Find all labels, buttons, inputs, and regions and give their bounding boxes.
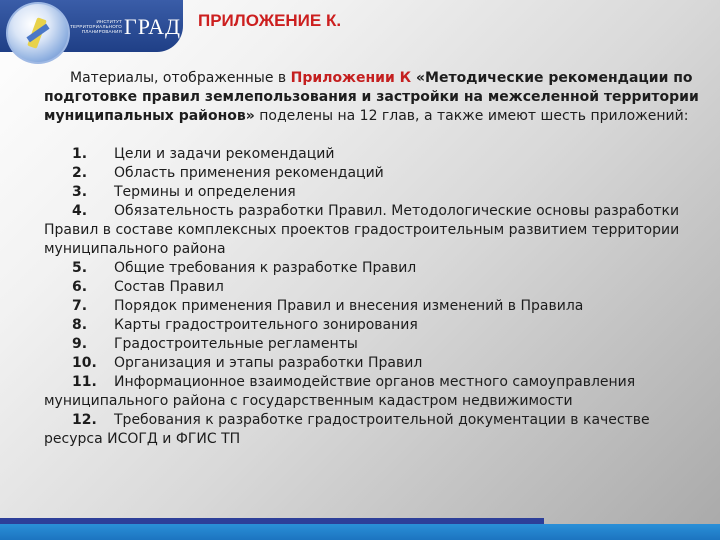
list-item-text: Организация и этапы разработки Правил — [114, 355, 423, 371]
list-item-text: Требования к разработке градостроительной документации в качестве ресурса ИСОГД и ФГИС ТП — [44, 412, 650, 447]
list-item — [44, 183, 712, 202]
list-item-text: Термины и определения — [114, 184, 296, 200]
list-item-text: Обязательность разработки Правил. Методологические основы разработки Правил в составе комплексных проектов градостроительным развитием территории муниципального района — [44, 203, 680, 257]
brand-name: ГРАД — [124, 14, 182, 39]
list-item — [44, 411, 712, 449]
list-item-number: 12. — [72, 412, 97, 428]
list-item-text: Область применения рекомендаций — [114, 165, 384, 181]
list-item — [44, 297, 712, 316]
list-item-number: 5. — [72, 260, 88, 276]
list-item-number: 3. — [72, 184, 88, 200]
list-item — [44, 373, 712, 411]
main-content — [44, 69, 712, 449]
list-item — [44, 259, 712, 278]
list-item-text: Цели и задачи рекомендаций — [114, 146, 335, 162]
list-item-text: Порядок применения Правил и внесения изменений в Правила — [114, 298, 584, 314]
list-item-number: 6. — [72, 279, 88, 295]
intro-text-2: поделены на 12 глав, а также имеют шесть приложений: — [254, 108, 689, 124]
list-item-text: Информационное взаимодействие органов местного самоуправления муниципального района с государственным кадастром недвижимости — [44, 374, 636, 409]
list-item-text: Градостроительные регламенты — [114, 336, 358, 352]
intro-text-1: Материалы, отображенные в — [70, 70, 291, 86]
list-item — [44, 316, 712, 335]
intro-paragraph — [44, 69, 712, 126]
list-item-number: 8. — [72, 317, 88, 333]
page-title: ПРИЛОЖЕНИЕ К. — [198, 11, 342, 30]
list-item-number: 1. — [72, 146, 88, 162]
intro-appendix-ref: Приложении К — [290, 70, 412, 86]
list-item-number: 4. — [72, 203, 88, 219]
list-item — [44, 335, 712, 354]
list-item — [44, 202, 712, 259]
list-item — [44, 278, 712, 297]
intro-document-title: «Методические рекомендации по подготовке правил землепользования и застройки на межселенной территории муниципальных районов» — [44, 70, 699, 124]
list-item — [44, 164, 712, 183]
list-item — [44, 145, 712, 164]
header-logo-band — [0, 0, 183, 52]
institute-name: ИНСТИТУТ ТЕРРИТОРИАЛЬНОГО ПЛАНИРОВАНИЯ — [70, 19, 122, 34]
list-item-text: Общие требования к разработке Правил — [114, 260, 417, 276]
list-item-number: 2. — [72, 165, 88, 181]
footer-bar-light — [0, 524, 720, 540]
list-item — [44, 354, 712, 373]
list-item-number: 10. — [72, 355, 97, 371]
institute-logo-icon — [6, 2, 70, 64]
list-item-text: Состав Правил — [114, 279, 224, 295]
list-item-number: 11. — [72, 374, 97, 390]
list-item-text: Карты градостроительного зонирования — [114, 317, 418, 333]
list-item-number: 7. — [72, 298, 88, 314]
list-item-number: 9. — [72, 336, 88, 352]
chapter-list — [44, 145, 712, 449]
